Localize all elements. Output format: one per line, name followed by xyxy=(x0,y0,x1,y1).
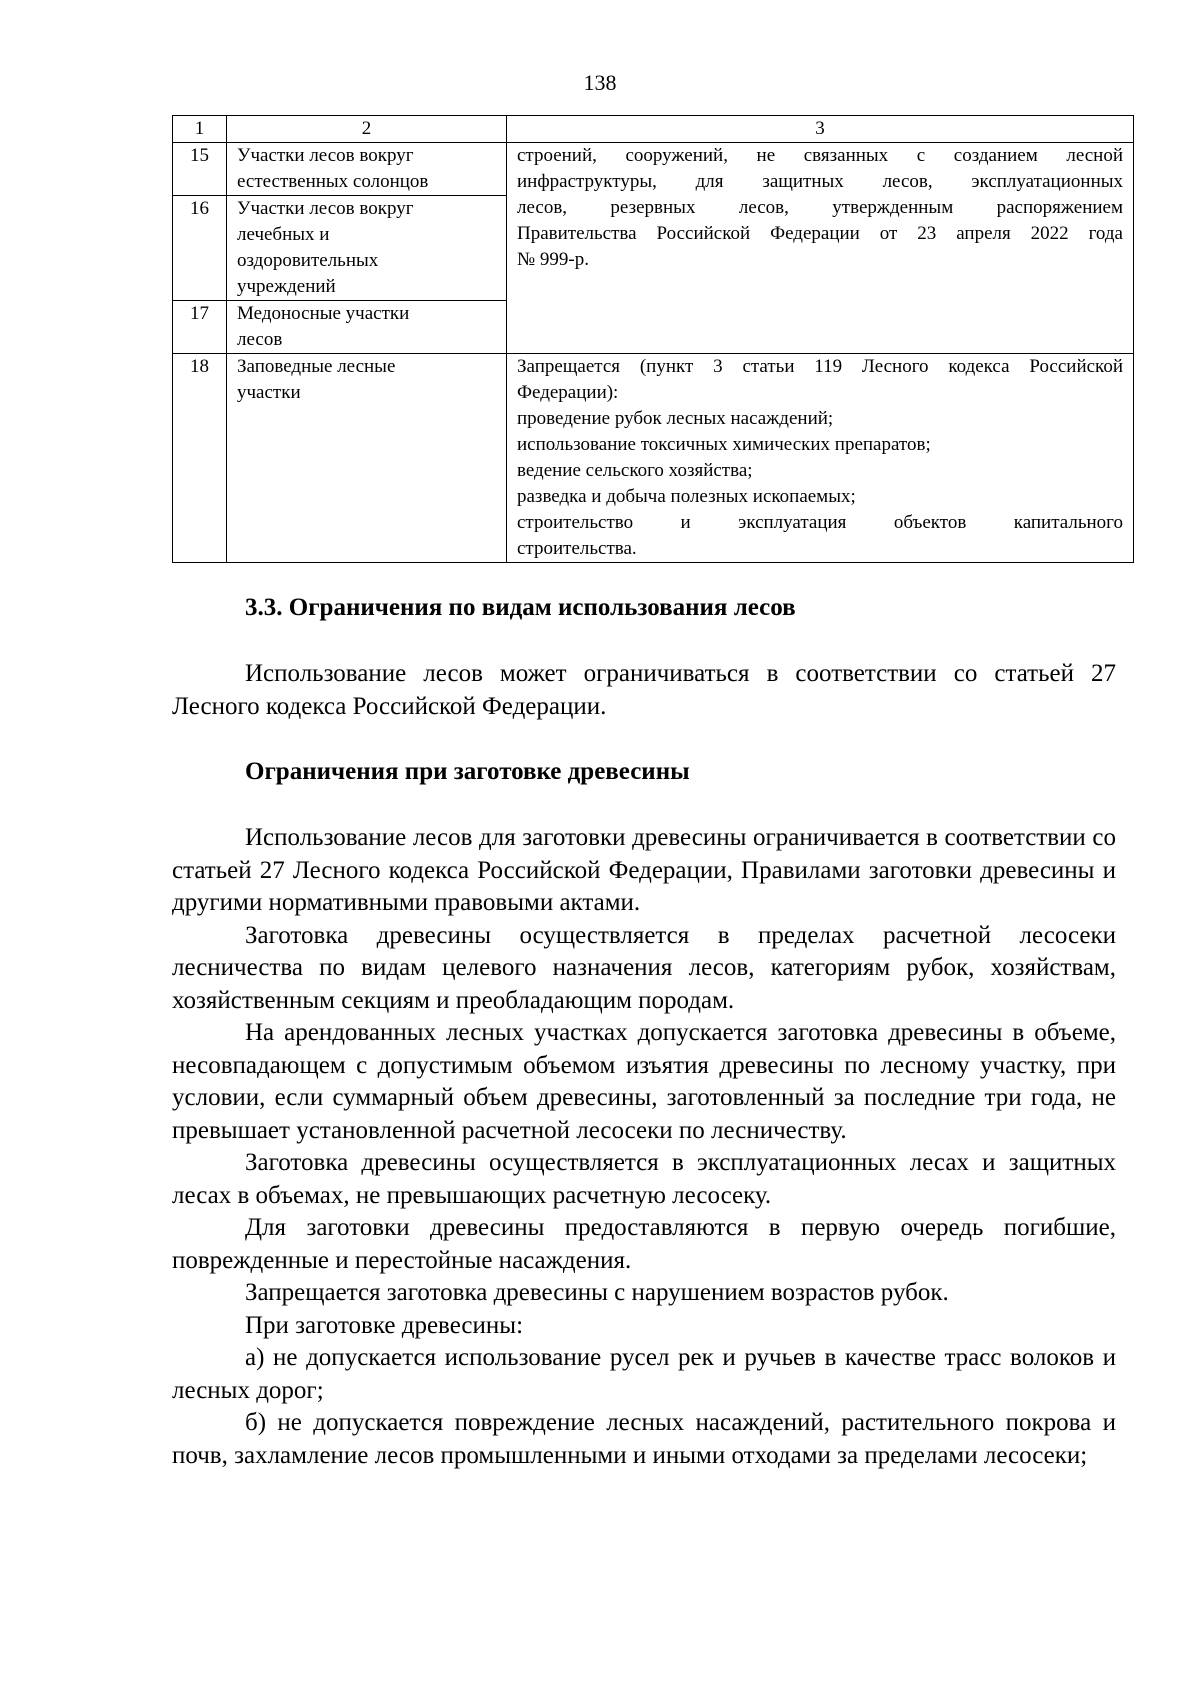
row-name-line: Медоносные участки xyxy=(237,303,410,324)
paragraph: На арендованных лесных участках допускается заготовка древесины в объеме, несовпадающем с допустимым объемом изъятия древесины по лесному участку, при условии, если суммарный объем древесины, заготовленный за последние три года, не превышает установленной расчетной лесосеки по лесничеству. xyxy=(172,1019,1116,1144)
restriction-line: инфраструктуры, для защитных лесов, эксплуатационных xyxy=(517,171,1123,192)
row-number: 15 xyxy=(173,143,227,196)
row-number: 18 xyxy=(173,354,227,563)
row-number: 17 xyxy=(173,301,227,354)
row-name xyxy=(227,354,507,563)
row-name-line: оздоровительных xyxy=(237,250,379,271)
restriction-line: лесов, резервных лесов, утвержденным распоряжением xyxy=(517,197,1123,218)
header-cell: 2 xyxy=(227,116,507,143)
row-name xyxy=(227,301,507,354)
restriction-line: проведение рубок лесных насаждений; xyxy=(517,408,834,429)
row-name-line: Заповедные лесные xyxy=(237,356,396,377)
paragraph: б) не допускается повреждение лесных насаждений, растительного покрова и почв, захламление лесов промышленными и иными отходами за пределами лесосеки; xyxy=(172,1409,1116,1469)
header-cell: 3 xyxy=(507,116,1134,143)
paragraph: Запрещается заготовка древесины с нарушением возрастов рубок. xyxy=(245,1279,949,1306)
section-intro xyxy=(172,658,1116,723)
row-name-line: естественных солонцов xyxy=(237,171,429,192)
section-heading: 3.3. Ограничения по видам использования лесов xyxy=(245,594,796,621)
paragraph: Использование лесов может ограничиваться в соответствии со статьей 27 Лесного кодекса Российской Федерации. xyxy=(172,660,1116,720)
row18-restriction-cell xyxy=(507,354,1134,563)
page-number: 138 xyxy=(583,70,617,95)
table-header-row xyxy=(173,116,1134,143)
row-name-line: участки xyxy=(237,382,301,403)
paragraph: Для заготовки древесины предоставляются в первую очередь погибшие, поврежденные и перестойные насаждения. xyxy=(172,1214,1116,1274)
paragraph: Заготовка древесины осуществляется в эксплуатационных лесах и защитных лесах в объемах, не превышающих расчетную лесосеку. xyxy=(172,1149,1116,1209)
restriction-line: Федерации): xyxy=(517,382,619,403)
restriction-line: строительства. xyxy=(517,538,637,559)
subheading: Ограничения при заготовке древесины xyxy=(245,758,690,785)
restriction-line: строений, сооружений, не связанных с созданием лесной xyxy=(517,145,1123,166)
restrictions-table xyxy=(172,115,1134,563)
paragraph: а) не допускается использование русел рек и ручьев в качестве трасс волоков и лесных дорог; xyxy=(172,1344,1116,1404)
paragraph: Использование лесов для заготовки древесины ограничивается в соответствии со статьей 27 Лесного кодекса Российской Федерации, Правилами заготовки древесины и другими нормативными правовыми актами. xyxy=(172,824,1116,916)
paragraph: При заготовке древесины: xyxy=(245,1311,524,1339)
row-name-line: учреждений xyxy=(237,276,336,297)
row-name-line: Участки лесов вокруг xyxy=(237,198,414,219)
row-number: 16 xyxy=(173,196,227,301)
header-cell: 1 xyxy=(173,116,227,143)
restriction-line: Правительства Российской Федерации от 23 апреля 2022 года xyxy=(517,223,1123,244)
restriction-line: ведение сельского хозяйства; xyxy=(517,460,753,481)
row-name xyxy=(227,143,507,196)
row-name-line: лечебных и xyxy=(237,224,330,245)
row-name-line: Участки лесов вокруг xyxy=(237,145,414,166)
merged-restriction-cell xyxy=(507,143,1134,354)
restriction-line: разведка и добыча полезных ископаемых; xyxy=(517,486,856,507)
row-name xyxy=(227,196,507,301)
restriction-line: строительство и эксплуатация объектов капитального xyxy=(517,512,1123,533)
body-paragraphs xyxy=(172,822,1116,1472)
table-row xyxy=(173,143,1134,196)
table-row xyxy=(173,354,1134,563)
restriction-line: № 999-р. xyxy=(517,249,589,270)
restriction-line: использование токсичных химических препаратов; xyxy=(517,434,931,455)
paragraph: Заготовка древесины осуществляется в пределах расчетной лесосеки лесничества по видам целевого назначения лесов, категориям рубок, хозяйствам, хозяйственным секциям и преобладающим породам. xyxy=(172,921,1116,1014)
restriction-line: Запрещается (пункт 3 статьи 119 Лесного кодекса Российской xyxy=(517,356,1123,377)
row-name-line: лесов xyxy=(237,329,283,350)
